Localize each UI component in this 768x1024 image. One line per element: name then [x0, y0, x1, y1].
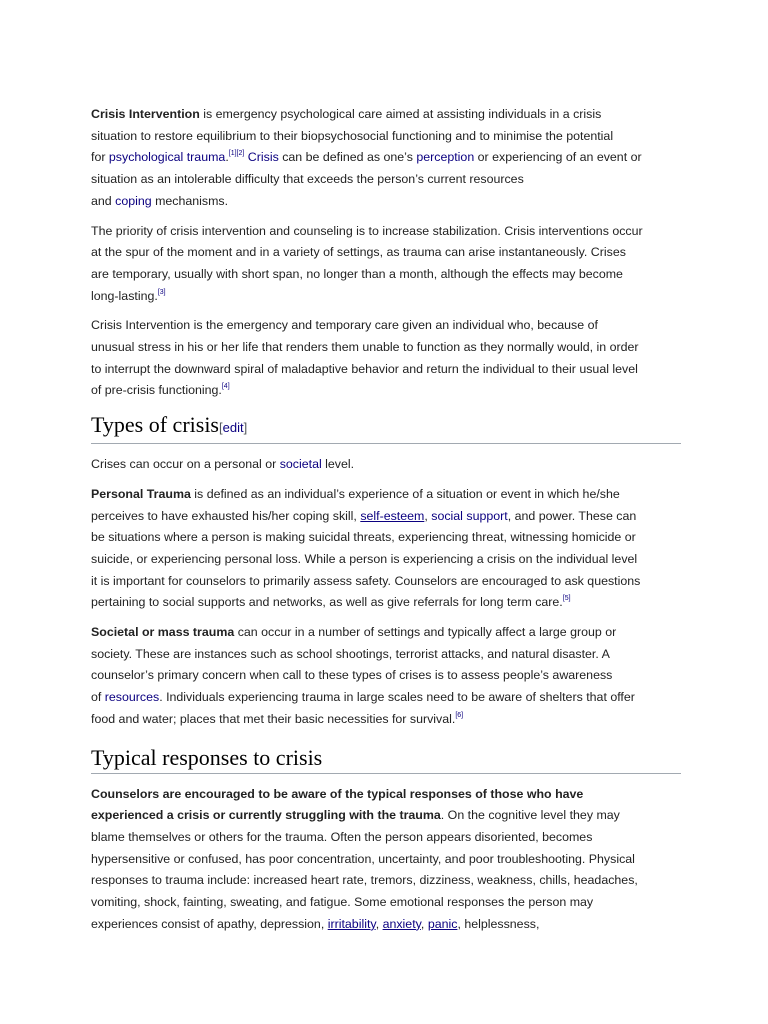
- responses-paragraph: Counselors are encouraged to be aware of the typical responses of those who have experienced a crisis or currently struggling with the trauma. On the cognitive level they may blame themselves or others for the trauma. Often the person appears disoriented, becomes hypersensitive or confused, has poor concentration, uncertainty, and poor troubleshooting. Physical responses to trauma include: increased heart rate, tremors, dizziness, weakness, chills, headaches, vomiting, shock, fainting, sweating, and fatigue. Some emotional responses the person may experiences consist of apathy, depression, irritability, anxiety, panic, helplessness,: [91, 786, 638, 931]
- link-panic[interactable]: panic: [427, 916, 458, 931]
- link-coping[interactable]: coping: [115, 193, 152, 208]
- link-resources[interactable]: resources: [104, 690, 160, 705]
- link-social-support[interactable]: social support: [431, 508, 508, 523]
- link-societal[interactable]: societal: [279, 457, 322, 472]
- citation-4[interactable]: [4]: [221, 383, 230, 391]
- link-anxiety[interactable]: anxiety: [382, 916, 421, 931]
- link-self-esteem[interactable]: self-esteem: [360, 508, 425, 523]
- term-crisis-intervention: Crisis Intervention: [91, 107, 200, 121]
- article-body: [91, 104, 681, 944]
- heading-types-of-crisis: Types of crisis[edit]: [91, 412, 681, 444]
- term-societal-trauma: Societal or mass trauma: [91, 625, 235, 640]
- link-psychological-trauma[interactable]: psychological trauma: [108, 150, 226, 165]
- citation-5[interactable]: [5]: [562, 595, 571, 603]
- citation-6[interactable]: [6]: [455, 711, 464, 719]
- heading-typical-responses: Typical responses to crisis: [91, 745, 681, 774]
- citation-1-2[interactable]: [1][2]: [228, 150, 245, 158]
- intro-paragraph: Crisis Intervention is emergency psychological care aimed at assisting individuals in a crisis situation to restore equilibrium to their biopsychosocial functioning and to minimise the potential for psychological trauma.[1][2] Crisis can be defined as one’s perception or experiencing of an event or situation as an intolerable difficulty that exceeds the person’s current resources and coping mechanisms.: [91, 107, 642, 208]
- mass-trauma-paragraph: Societal or mass trauma can occur in a number of settings and typically affect a large group or society. These are instances such as school shootings, terrorist attacks, and natural disaster. A counselor’s primary concern when call to these types of crises is to assess people’s awareness of resources. Individuals experiencing trauma in large scales need to be aware of shelters that offer food and water; places that met their basic necessities for survival.[6]: [91, 625, 635, 726]
- term-personal-trauma: Personal Trauma: [91, 486, 191, 501]
- link-crisis[interactable]: Crisis: [247, 150, 279, 165]
- citation-3[interactable]: [3]: [157, 288, 166, 296]
- edit-section-link[interactable]: [edit]: [219, 420, 248, 436]
- personal-trauma-paragraph: Personal Trauma is defined as an individual’s experience of a situation or event in which he/she perceives to have exhausted his/her coping skill, self-esteem, social support, and power. These can be situations where a person is making suicidal threats, experiencing threat, witnessing homicide or suicide, or experiencing personal loss. While a person is experiencing a crisis on the individual level it is important for counselors to primarily assess safety. Counselors are encouraged to ask questions pertaining to social supports and networks, as well as give referrals for long term care.[5]: [91, 486, 641, 610]
- priority-paragraph: The priority of crisis intervention and counseling is to increase stabilization. Crisis interventions occur at the spur of the moment and in a variety of settings, as trauma can arise instantaneously. Crises are temporary, usually with short span, no longer than a month, although the effects may become long-lasting.[3]: [91, 223, 643, 303]
- definition-paragraph: Crisis Intervention is the emergency and temporary care given an individual who, because of unusual stress in his or her life that renders them unable to function as they normally would, in order to interrupt the downward spiral of maladaptive behavior and return the individual to their usual level of pre-crisis functioning.[4]: [91, 318, 639, 398]
- link-irritability[interactable]: irritability: [327, 916, 376, 931]
- crisis-levels-paragraph: Crises can occur on a personal or societal level.: [91, 457, 355, 472]
- link-perception[interactable]: perception: [416, 150, 475, 165]
